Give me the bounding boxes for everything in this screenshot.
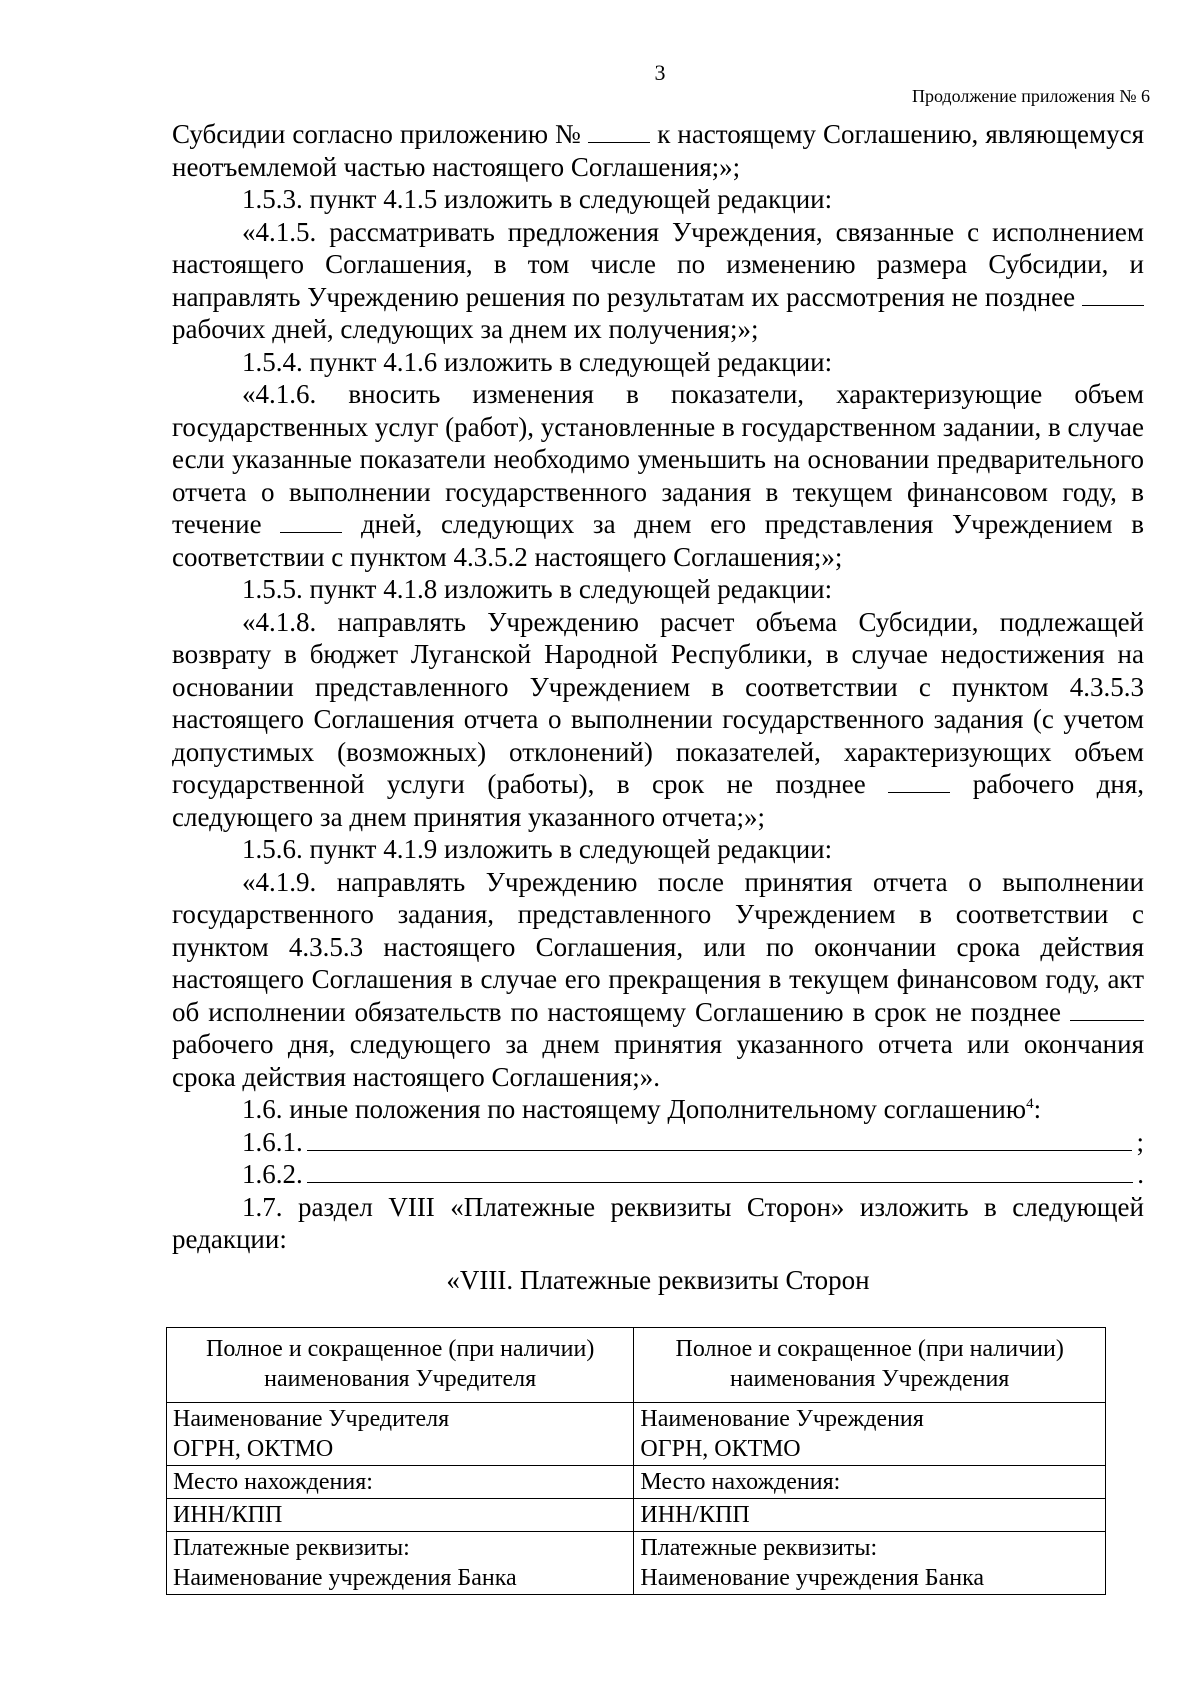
table-row bbox=[167, 1499, 1106, 1532]
text: «4.1.8. направлять Учреждению расчет объема Субсидии, подлежащей возврату в бюджет Луганской Народной Республики, в случае недостижения на основании представленного Учреждением в соответствии с пунктом 4.3.5.3 настоящего Соглашения отчета о выполнении государственного задания (с учетом допустимых (возможных) отклонений) показателей, характеризующих объем государственной услуги (работы), в срок не позднее bbox=[172, 606, 1144, 799]
item-label: 1.6.2. bbox=[242, 1159, 303, 1189]
blank-field bbox=[888, 770, 950, 793]
table-cell: Место нахождения: bbox=[634, 1466, 1106, 1499]
item-end: ; bbox=[1136, 1126, 1144, 1157]
text: 1.6. иные положения по настоящему Дополнительному соглашению bbox=[242, 1094, 1027, 1124]
blank-line bbox=[307, 1160, 1134, 1183]
table-header-right: Полное и сокращенное (при наличии) наименования Учреждения bbox=[634, 1328, 1106, 1403]
table-row bbox=[167, 1466, 1106, 1499]
paragraph: 1.5.5. пункт 4.1.8 изложить в следующей редакции: bbox=[242, 574, 833, 604]
document-body bbox=[172, 118, 1144, 1296]
text: : bbox=[1033, 1094, 1042, 1124]
payment-details-table bbox=[166, 1327, 1106, 1595]
text: «4.1.9. направлять Учреждению после принятия отчета о выполнении государственного задания, представленного Учреждением в соответствии с пунктом 4.3.5.3 настоящего Соглашения, или по окончании срока действия настоящего Соглашения в случае его прекращения в текущем финансовом году, акт об исполнении обязательств по настоящему Соглашению в срок не позднее bbox=[172, 866, 1144, 1027]
table-cell: ИНН/КПП bbox=[634, 1499, 1106, 1532]
blank-field bbox=[1082, 283, 1144, 306]
list-item bbox=[172, 1126, 1144, 1159]
paragraph bbox=[172, 866, 1144, 1094]
table-row bbox=[167, 1403, 1106, 1466]
text: Субсидии согласно приложению № bbox=[172, 119, 582, 149]
header-note: Продолжение приложения № 6 bbox=[911, 86, 1150, 106]
table-cell: Место нахождения: bbox=[167, 1466, 634, 1499]
item-end: . bbox=[1137, 1159, 1144, 1189]
text: рабочего дня, следующего за днем принятия указанного отчета;»; bbox=[172, 769, 1145, 832]
paragraph bbox=[172, 1093, 1144, 1126]
paragraph: 1.5.6. пункт 4.1.9 изложить в следующей редакции: bbox=[242, 834, 833, 864]
text: дней, следующих за днем его представления Учреждением в соответствии с пунктом 4.3.5.2 настоящего Соглашения;»; bbox=[172, 509, 1144, 572]
paragraph: 1.5.4. пункт 4.1.6 изложить в следующей редакции: bbox=[242, 346, 833, 377]
paragraph bbox=[172, 118, 1144, 183]
text: рабочего дня, следующего за днем принятия указанного отчета или окончания срока действия настоящего Соглашения;». bbox=[172, 1029, 1144, 1092]
page-number: 3 bbox=[654, 60, 666, 85]
paragraph bbox=[172, 606, 1144, 834]
footnote-marker: 4 bbox=[1026, 1096, 1034, 1112]
table-cell: Платежные реквизиты: Наименование учреждения Банка bbox=[167, 1532, 634, 1595]
table-cell: Платежные реквизиты: Наименование учреждения Банка bbox=[634, 1532, 1106, 1595]
paragraph bbox=[172, 378, 1144, 573]
blank-line bbox=[307, 1128, 1133, 1151]
blank-field bbox=[588, 120, 650, 143]
text: к настоящему Соглашению, являющемуся неотъемлемой частью настоящего Соглашения;»; bbox=[172, 119, 1144, 182]
text: «4.1.5. рассматривать предложения Учреждения, связанные с исполнением настоящего Соглашения, в том числе по изменению размера Субсидии, и направлять Учреждению решения по результатам их рассмотрения не позднее bbox=[172, 216, 1144, 312]
paragraph bbox=[172, 216, 1144, 346]
list-item bbox=[172, 1158, 1144, 1191]
table-header-left: Полное и сокращенное (при наличии) наименования Учредителя bbox=[167, 1328, 634, 1403]
paragraph: 1.7. раздел VIII «Платежные реквизиты Сторон» изложить в следующей редакции: bbox=[172, 1191, 1144, 1254]
text: «4.1.6. вносить изменения в показатели, характеризующие объем государственных услуг (работ), установленные в государственном задании, в случае если указанные показатели необходимо уменьшить на основании предварительного отчета о выполнении государственного задания в текущем финансовом году, в течение bbox=[172, 379, 1144, 539]
section-title: «VIII. Платежные реквизиты Сторон bbox=[446, 1264, 870, 1295]
table-row bbox=[167, 1532, 1106, 1595]
text: рабочих дней, следующих за днем их получения;»; bbox=[172, 314, 759, 344]
table-cell: Наименование Учреждения ОГРН, ОКТМО bbox=[634, 1403, 1106, 1466]
table-cell: Наименование Учредителя ОГРН, ОКТМО bbox=[167, 1403, 634, 1466]
blank-field bbox=[280, 510, 342, 533]
paragraph: 1.5.3. пункт 4.1.5 изложить в следующей редакции: bbox=[242, 184, 833, 214]
item-label: 1.6.1. bbox=[242, 1126, 303, 1157]
blank-field bbox=[1070, 998, 1144, 1021]
table-header-row bbox=[167, 1328, 1106, 1403]
table-cell: ИНН/КПП bbox=[167, 1499, 634, 1532]
